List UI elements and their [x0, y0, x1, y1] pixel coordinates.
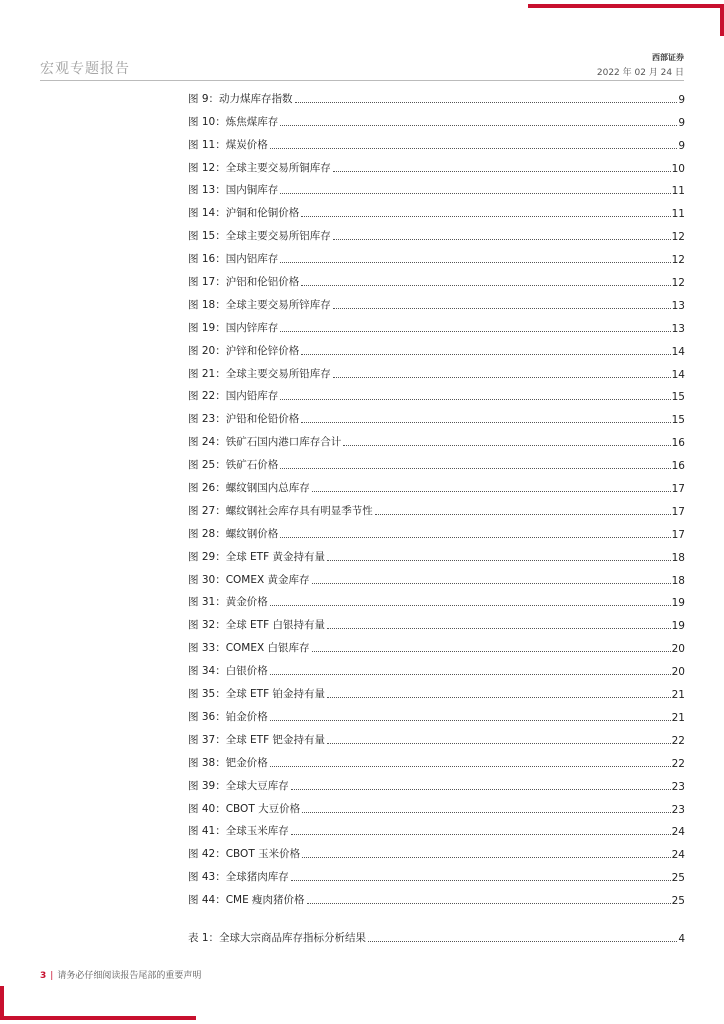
- figure-toc-entry[interactable]: [188, 770, 685, 793]
- toc-entry-page: 15: [671, 391, 685, 404]
- toc-entry-label: 表 1：全球大宗商品库存指标分析结果: [188, 931, 367, 944]
- figure-toc-entry[interactable]: [188, 701, 685, 724]
- figure-toc-entry[interactable]: [188, 266, 685, 289]
- toc-entry-label: 图 33：COMEX 白银库存: [188, 642, 310, 655]
- figure-toc-entry[interactable]: [188, 83, 685, 106]
- figure-toc-entry[interactable]: [188, 381, 685, 404]
- dot-leader: [280, 399, 670, 400]
- figure-toc-entry[interactable]: [188, 472, 685, 495]
- report-date: 2022 年 02 月 24 日: [596, 68, 684, 78]
- toc-entry-page: 13: [671, 299, 685, 312]
- figure-toc-entry[interactable]: [188, 518, 685, 541]
- dot-leader: [280, 262, 670, 263]
- toc-entry-label: 图 26：螺纹钢国内总库存: [188, 482, 310, 495]
- toc-entry-page: 13: [671, 322, 685, 335]
- toc-entry-label: 图 23：沪铅和伦铅价格: [188, 413, 300, 426]
- dot-leader: [280, 468, 670, 469]
- dot-leader: [302, 812, 671, 813]
- toc-entry-label: 图 20：沪锌和伦锌价格: [188, 344, 300, 357]
- footer-disclaimer: 请务必仔细阅读报告尾部的重要声明: [57, 971, 202, 981]
- dot-leader: [295, 102, 678, 103]
- toc-entry-page: 10: [671, 162, 685, 175]
- toc-entry-label: 图 21：全球主要交易所铅库存: [188, 367, 331, 380]
- figure-toc-entry[interactable]: [188, 243, 685, 266]
- figure-toc-entry[interactable]: [188, 747, 685, 770]
- figure-toc-entry[interactable]: [188, 426, 685, 449]
- dot-leader: [302, 857, 671, 858]
- dot-leader: [280, 193, 670, 194]
- toc-entry-page: 18: [671, 574, 685, 587]
- toc-entry-label: 图 30：COMEX 黄金库存: [188, 573, 310, 586]
- figure-toc-entry[interactable]: [188, 587, 685, 610]
- toc-entry-page: 21: [671, 711, 685, 724]
- toc-entry-page: 23: [671, 780, 685, 793]
- toc-entry-page: 12: [671, 277, 685, 290]
- figure-toc-entry[interactable]: [188, 632, 685, 655]
- figure-toc-entry[interactable]: [188, 793, 685, 816]
- figure-toc-entry[interactable]: [188, 678, 685, 701]
- toc-entry-label: 图 31：黄金价格: [188, 596, 268, 609]
- toc-entry-page: 4: [678, 932, 685, 945]
- brand-name: 西部证券: [652, 53, 684, 62]
- dot-leader: [327, 628, 671, 629]
- figure-toc-entry[interactable]: [188, 564, 685, 587]
- toc-entry-label: 图 38：钯金价格: [188, 756, 268, 769]
- figure-toc-entry[interactable]: [188, 816, 685, 839]
- figure-toc-entry[interactable]: [188, 495, 685, 518]
- dot-leader: [312, 651, 671, 652]
- toc-entry-label: 图 17：沪铝和伦铝价格: [188, 276, 300, 289]
- figure-toc-entry[interactable]: [188, 449, 685, 472]
- table-toc-list: [188, 922, 685, 945]
- dot-leader: [301, 216, 670, 217]
- dot-leader: [333, 377, 671, 378]
- toc-entry-page: 18: [671, 551, 685, 564]
- dot-leader: [307, 903, 671, 904]
- toc-entry-label: 图 12：全球主要交易所铜库存: [188, 161, 331, 174]
- figure-toc-entry[interactable]: [188, 175, 685, 198]
- toc-entry-label: 图 28：螺纹钢价格: [188, 527, 279, 540]
- toc-entry-label: 图 44：CME 瘦肉猪价格: [188, 894, 305, 907]
- toc-entry-page: 23: [671, 803, 685, 816]
- toc-entry-page: 12: [671, 254, 685, 267]
- toc-entry-page: 25: [671, 872, 685, 885]
- dot-leader: [343, 445, 670, 446]
- figure-toc-entry[interactable]: [188, 106, 685, 129]
- toc-entry-label: 图 10：炼焦煤库存: [188, 115, 279, 128]
- dot-leader: [327, 743, 671, 744]
- toc-entry-label: 图 19：国内锌库存: [188, 321, 279, 334]
- report-type: 宏观专题报告: [40, 61, 130, 77]
- figure-toc-entry[interactable]: [188, 541, 685, 564]
- dot-leader: [291, 789, 671, 790]
- corner-accent-top-vertical: [720, 4, 724, 36]
- dot-leader: [270, 605, 671, 606]
- toc-entry-label: 图 24：铁矿石国内港口库存合计: [188, 436, 342, 449]
- footer-page-number: 3: [40, 971, 47, 981]
- toc-entry-label: 图 16：国内铝库存: [188, 253, 279, 266]
- table-toc-entry[interactable]: [188, 922, 685, 945]
- dot-leader: [333, 308, 671, 309]
- toc-entry-page: 14: [671, 368, 685, 381]
- dot-leader: [280, 331, 670, 332]
- toc-entry-label: 图 25：铁矿石价格: [188, 459, 279, 472]
- toc-entry-page: 22: [671, 757, 685, 770]
- dot-leader: [270, 766, 671, 767]
- figure-toc-entry[interactable]: [188, 152, 685, 175]
- toc-entry-label: 图 41：全球玉米库存: [188, 825, 289, 838]
- corner-accent-bottom-vertical: [0, 986, 4, 1020]
- dot-leader: [270, 148, 678, 149]
- toc-entry-page: 9: [678, 116, 685, 129]
- toc-entry-label: 图 15：全球主要交易所铝库存: [188, 230, 331, 243]
- toc-entry-label: 图 32：全球 ETF 白银持有量: [188, 619, 325, 632]
- toc-entry-label: 图 27：螺纹钢社会库存具有明显季节性: [188, 504, 373, 517]
- toc-entry-page: 19: [671, 620, 685, 633]
- toc-entry-page: 24: [671, 849, 685, 862]
- figure-toc-entry[interactable]: [188, 289, 685, 312]
- toc-entry-page: 11: [671, 208, 685, 221]
- dot-leader: [270, 674, 671, 675]
- toc-entry-page: 17: [671, 483, 685, 496]
- toc-entry-page: 15: [671, 414, 685, 427]
- dot-leader: [327, 697, 671, 698]
- footer-separator: |: [50, 971, 54, 981]
- toc-entry-label: 图 34：白银价格: [188, 665, 268, 678]
- toc-entry-page: 21: [671, 689, 685, 702]
- dot-leader: [327, 560, 671, 561]
- figure-toc-entry[interactable]: [188, 609, 685, 632]
- toc-entry-page: 9: [678, 139, 685, 152]
- toc-entry-page: 17: [671, 528, 685, 541]
- toc-entry-label: 图 40：CBOT 大豆价格: [188, 802, 301, 815]
- toc-entry-page: 25: [671, 895, 685, 908]
- figure-toc-entry[interactable]: [188, 724, 685, 747]
- toc-entry-label: 图 11：煤炭价格: [188, 138, 268, 151]
- dot-leader: [301, 354, 670, 355]
- figure-toc-entry[interactable]: [188, 129, 685, 152]
- toc-entry-label: 图 42：CBOT 玉米价格: [188, 848, 301, 861]
- toc-entry-label: 图 14：沪铜和伦铜价格: [188, 207, 300, 220]
- toc-entry-page: 11: [671, 185, 685, 198]
- figure-toc-entry[interactable]: [188, 312, 685, 335]
- toc-entry-page: 20: [671, 643, 685, 656]
- toc-entry-page: 20: [671, 666, 685, 679]
- figure-toc-entry[interactable]: [188, 403, 685, 426]
- figure-toc-entry[interactable]: [188, 861, 685, 884]
- figure-toc-entry[interactable]: [188, 655, 685, 678]
- toc-entry-label: 图 37：全球 ETF 钯金持有量: [188, 733, 325, 746]
- figure-toc-entry[interactable]: [188, 335, 685, 358]
- toc-entry-label: 图 22：国内铅库存: [188, 390, 279, 403]
- figure-toc-entry[interactable]: [188, 197, 685, 220]
- figure-toc-entry[interactable]: [188, 884, 685, 907]
- dot-leader: [368, 941, 677, 942]
- toc-entry-label: 图 18：全球主要交易所锌库存: [188, 298, 331, 311]
- toc-entry-page: 16: [671, 437, 685, 450]
- toc-entry-label: 图 39：全球大豆库存: [188, 779, 289, 792]
- figure-toc-entry[interactable]: [188, 220, 685, 243]
- toc-entry-label: 图 29：全球 ETF 黄金持有量: [188, 550, 325, 563]
- toc-entry-page: 14: [671, 345, 685, 358]
- dot-leader: [301, 422, 670, 423]
- dot-leader: [312, 491, 671, 492]
- toc-entry-page: 22: [671, 734, 685, 747]
- toc-entry-label: 图 13：国内铜库存: [188, 184, 279, 197]
- dot-leader: [333, 171, 671, 172]
- dot-leader: [312, 583, 671, 584]
- toc-entry-page: 17: [671, 505, 685, 518]
- figure-toc-list: [188, 83, 685, 907]
- corner-accent-bottom-horizontal: [0, 1016, 196, 1020]
- toc-entry-label: 图 43：全球猪肉库存: [188, 871, 289, 884]
- toc-entry-label: 图 36：铂金价格: [188, 710, 268, 723]
- toc-entry-label: 图 9：动力煤库存指数: [188, 92, 293, 105]
- header-divider: [40, 80, 684, 81]
- dot-leader: [291, 834, 671, 835]
- dot-leader: [291, 880, 671, 881]
- dot-leader: [270, 720, 671, 721]
- toc-entry-label: 图 35：全球 ETF 铂金持有量: [188, 688, 325, 701]
- toc-entry-page: 12: [671, 231, 685, 244]
- dot-leader: [280, 125, 677, 126]
- toc-entry-page: 19: [671, 597, 685, 610]
- figure-toc-entry[interactable]: [188, 838, 685, 861]
- dot-leader: [333, 239, 671, 240]
- figure-toc-entry[interactable]: [188, 358, 685, 381]
- dot-leader: [280, 537, 670, 538]
- dot-leader: [301, 285, 670, 286]
- toc-entry-page: 9: [678, 93, 685, 106]
- dot-leader: [375, 514, 671, 515]
- toc-entry-page: 16: [671, 460, 685, 473]
- toc-entry-page: 24: [671, 826, 685, 839]
- page-footer: [40, 968, 201, 981]
- corner-accent-top-horizontal: [528, 4, 724, 8]
